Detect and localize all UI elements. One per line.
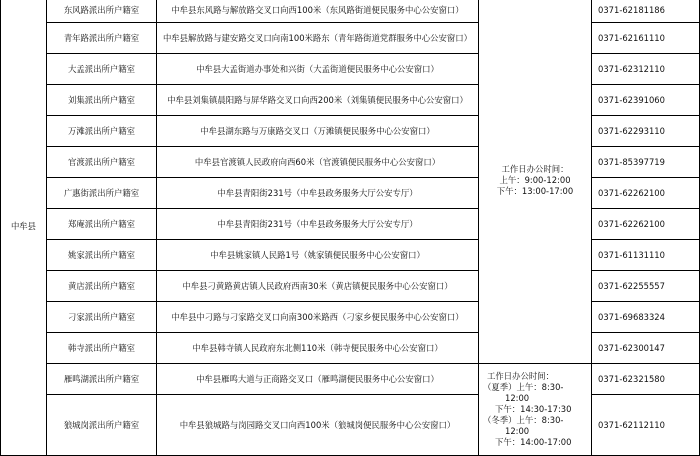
- office-address: 中牟县雁鸣大道与正商路交叉口（雁鸣湖便民服务中心公安窗口）: [157, 364, 479, 395]
- office-address: 中牟县刁黄路黄店镇人民政府西南30米（黄店镇便民服务中心公安窗口）: [157, 271, 479, 302]
- office-address: 中牟县姚家镇人民路1号（姚家镇便民服务中心公安窗口）: [157, 240, 479, 271]
- office-hours-summer-morning-end: 12:00: [505, 393, 530, 403]
- office-phone: 0371-69683324: [592, 302, 700, 333]
- office-hours-cell-seasonal: [479, 364, 592, 456]
- office-name: 郑庵派出所户籍室: [47, 209, 157, 240]
- table-row: [1, 271, 700, 302]
- table-row: [1, 85, 700, 116]
- office-hours-summer-morning: （夏季）上午：8:30-: [483, 382, 564, 392]
- office-address: 中牟县狼城路与岗园路交叉口向西100米（狼城岗便民服务中心公安窗口）: [157, 395, 479, 456]
- office-phone: 0371-61131110: [592, 240, 700, 271]
- office-address: 中牟县青阳街231号（中牟县政务服务大厅公安专厅）: [157, 209, 479, 240]
- office-hours-winter-morning: （冬季）上午：8:30-: [483, 415, 564, 425]
- office-address: 中牟县东风路与解放路交叉口向西100米（东风路街道便民服务中心公安窗口）: [157, 0, 479, 23]
- office-name: 东风路派出所户籍室: [47, 0, 157, 23]
- office-address: 中牟县韩寺镇人民政府东北侧110米（韩寺便民服务中心公安窗口）: [157, 333, 479, 364]
- office-phone: 0371-62161110: [592, 23, 700, 54]
- office-phone: 0371-62391060: [592, 85, 700, 116]
- office-name: 万滩派出所户籍室: [47, 116, 157, 147]
- office-hours-afternoon: 下午：13:00-17:00: [496, 186, 574, 196]
- office-hours-winter-afternoon: 下午：14:00-17:00: [495, 437, 572, 447]
- county-cell: 中牟县: [1, 0, 47, 456]
- table-row: [1, 302, 700, 333]
- office-phone: 0371-62255557: [592, 271, 700, 302]
- office-name: 韩寺派出所户籍室: [47, 333, 157, 364]
- table-row: [1, 116, 700, 147]
- office-address: 中牟县中刁路与刁家路交叉口向南300米路西（刁家乡便民服务中心公安窗口）: [157, 302, 479, 333]
- office-name: 狼城岗派出所户籍室: [47, 395, 157, 456]
- office-address: 中牟县刘集镇晨阳路与屏华路交叉口向西200米（刘集镇便民服务中心公安窗口）: [157, 85, 479, 116]
- office-name: 官渡派出所户籍室: [47, 147, 157, 178]
- office-name: 姚家派出所户籍室: [47, 240, 157, 271]
- office-address: 中牟县官渡镇人民政府向西60米（官渡镇便民服务中心公安窗口）: [157, 147, 479, 178]
- table-row: [1, 23, 700, 54]
- table-row: [1, 209, 700, 240]
- office-phone: 0371-62262100: [592, 178, 700, 209]
- table-row: [1, 240, 700, 271]
- office-name: 刘集派出所户籍室: [47, 85, 157, 116]
- table-row: [1, 178, 700, 209]
- office-phone: 0371-62262100: [592, 209, 700, 240]
- office-hours-morning: 上午：9:00-12:00: [499, 175, 571, 185]
- office-name: 黄店派出所户籍室: [47, 271, 157, 302]
- office-address: 中牟县大孟街道办事处和兴街（大孟街道便民服务中心公安窗口）: [157, 54, 479, 85]
- office-name: 广惠街派出所户籍室: [47, 178, 157, 209]
- office-name: 刁家派出所户籍室: [47, 302, 157, 333]
- office-name: 青年路派出所户籍室: [47, 23, 157, 54]
- office-hours-title: 工作日办公时间：: [487, 371, 554, 381]
- office-phone: 0371-62181186: [592, 0, 700, 23]
- table-row: [1, 333, 700, 364]
- office-phone: 0371-85397719: [592, 147, 700, 178]
- office-phone: 0371-62293110: [592, 116, 700, 147]
- table-row: [1, 54, 700, 85]
- office-hours-title: 工作日办公时间：: [501, 164, 569, 174]
- office-name: 大孟派出所户籍室: [47, 54, 157, 85]
- office-address: 中牟县解放路与建安路交叉口向南100米路东（青年路街道党群服务中心公安窗口）: [157, 23, 479, 54]
- office-address: 中牟县湖东路与万康路交叉口（万滩镇便民服务中心公安窗口）: [157, 116, 479, 147]
- table-row: [1, 395, 700, 456]
- office-phone: 0371-62300147: [592, 333, 700, 364]
- table-row: [1, 0, 700, 23]
- office-hours-winter-morning-end: 12:00: [505, 426, 530, 436]
- office-phone: 0371-62312110: [592, 54, 700, 85]
- office-address: 中牟县青阳街231号（中牟县政务服务大厅公安专厅）: [157, 178, 479, 209]
- office-hours-summer-afternoon: 下午：14:30-17:30: [495, 404, 572, 414]
- office-phone: 0371-62112110: [592, 395, 700, 456]
- office-phone: 0371-62321580: [592, 364, 700, 395]
- table-row: [1, 364, 700, 395]
- table-row: [1, 147, 700, 178]
- office-name: 雁鸣湖派出所户籍室: [47, 364, 157, 395]
- office-hours-cell: [479, 0, 592, 364]
